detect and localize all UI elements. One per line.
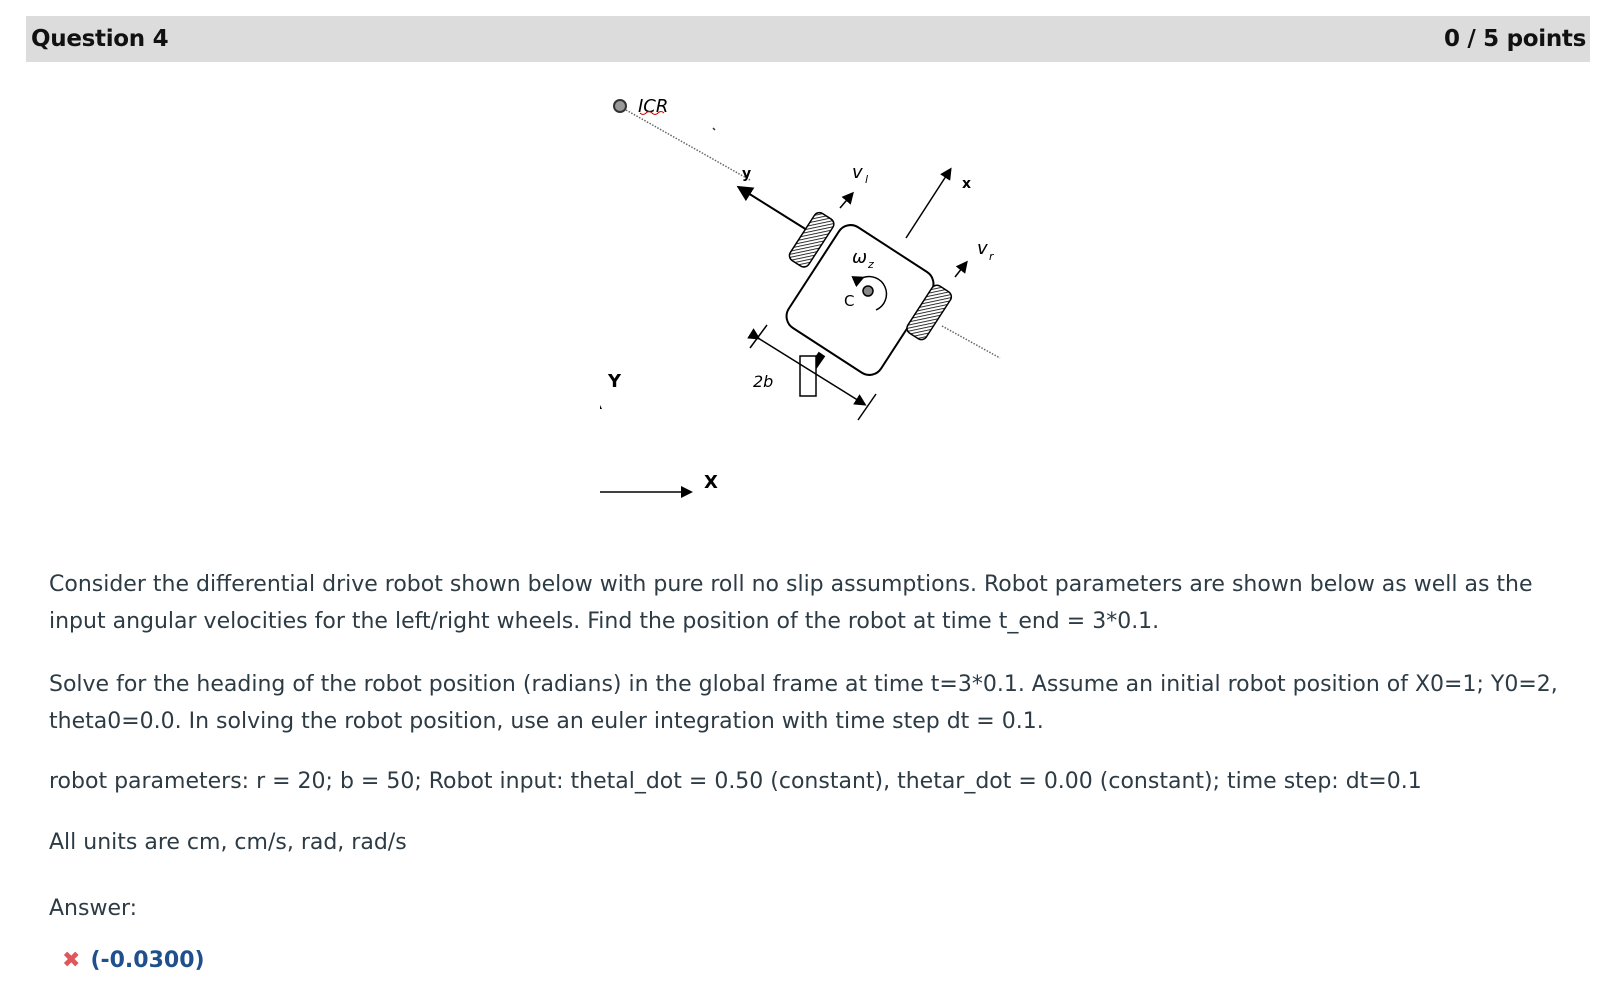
question-points: 0 / 5 points <box>1443 26 1586 52</box>
v-right-label: v <box>977 238 988 259</box>
svg-text:r: r <box>989 250 994 263</box>
incorrect-icon: ✖ <box>62 947 81 973</box>
answer-value: (-0.0300) <box>90 948 205 973</box>
icr-label: ICR <box>638 96 669 117</box>
svg-text:z: z <box>868 258 874 271</box>
answer-label: Answer: <box>49 896 138 921</box>
robot-diagram <box>600 80 1060 540</box>
icr-point <box>614 100 626 112</box>
robot-y-label: y <box>742 166 752 182</box>
v-left-label: v <box>852 162 863 183</box>
question-paragraph: All units are cm, cm/s, rad, rad/s <box>49 830 407 855</box>
width-label: 2b <box>753 372 774 391</box>
svg-text:l: l <box>865 173 869 186</box>
center-point <box>863 286 873 296</box>
v-left-arrow <box>840 194 852 208</box>
answer-row <box>62 948 205 973</box>
question-paragraph: robot parameters: r = 20; b = 50; Robot input: thetal_dot = 0.50 (constant), thetar_dot = 0.00 (constant); time step: dt=0.1 <box>49 769 1422 794</box>
icr-line <box>626 110 750 180</box>
robot-x-axis <box>906 170 950 238</box>
question-paragraph: Consider the differential drive robot shown below with pure roll no slip assumptions. Robot parameters are shown below as well as the input angular velocities for the left/right wheels. Find the position of the robot at time t_end = 3*0.1. <box>49 572 1533 634</box>
omega-label: ω <box>852 247 868 268</box>
global-y-label: Y <box>608 371 622 392</box>
question-paragraph: Solve for the heading of the robot position (radians) in the global frame at time t=3*0.1. Assume an initial robot position of X0=1; Y0=2, theta0=0.0. In solving the robot position, use an euler integration with time step dt = 0.1. <box>49 672 1558 734</box>
robot-x-label: x <box>962 176 972 192</box>
global-x-label: X <box>704 472 718 493</box>
v-right-arrow <box>955 263 966 277</box>
center-label: C <box>844 292 855 310</box>
question-title: Question 4 <box>31 26 169 52</box>
question-header <box>26 16 1590 62</box>
robot-y-axis <box>740 188 807 230</box>
